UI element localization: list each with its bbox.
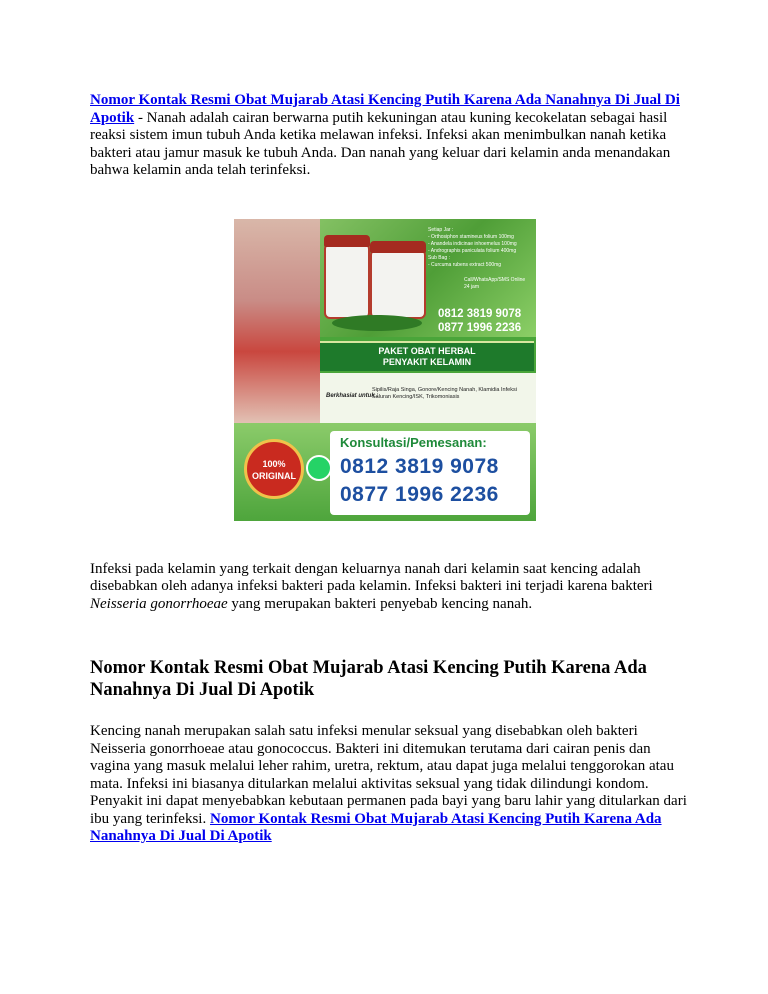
product-ad-graphic (234, 219, 536, 521)
ad-benefits: Berkhasiat untuk : Sipilis/Raja Singa, Gonore/Kencing Nanah, Klamidia Infeksi Saluran Kencing/ISK, Trikomoniasis (320, 373, 536, 423)
herbal-jar-icon (370, 249, 426, 319)
ad-phone-small: 0812 3819 9078 0877 1996 2236 (438, 307, 522, 334)
section-heading: Nomor Kontak Resmi Obat Mujarab Atasi Kencing Putih Karena Ada Nanahnya Di Jual Di Apotik (90, 658, 647, 700)
document-body (90, 92, 690, 846)
product-image (234, 219, 536, 521)
intro-text: - Nanah adalah cairan berwarna putih kekuningan atau kuning kecokelatan sebagai hasil reaksi sistem imun tubuh Anda ketika melawan infeksi. Infeksi akan menimbulkan nanah ketika bakteri atau jamur masuk ke tubuh Anda. Dan nanah yang keluar dari kelamin anda menandakan bahwa kelamin anda telah terinfeksi. (90, 109, 671, 178)
whatsapp-icon (306, 455, 332, 481)
herbal-jar-icon (324, 243, 370, 319)
ad-photo-strip (234, 219, 320, 423)
species-name: Neisseria gonorrhoeae (90, 595, 228, 612)
ad-composition: Setiap Jar : - Orthosiphon stamineus folium 100mg - Anandela indicinae inhoemelus 100mg - Andrographis paniculata folium 400mg Sub Bag : - Curcuma rubens extract 500mg Call/WhatsApp/SMS Online 24 jam (428, 226, 526, 290)
closing-title-link[interactable]: Nomor Kontak Resmi Obat Mujarab Atasi Kencing Putih Karena Ada Nanahnya Di Jual Di Apotik (90, 810, 662, 844)
ad-contact-box: Konsultasi/Pemesanan: 0812 3819 9078 0877 1996 2236 (330, 431, 530, 515)
leaf-icon (332, 315, 422, 331)
body-paragraph: Infeksi pada kelamin yang terkait dengan keluarnya nanah dari kelamin saat kencing adalah disebabkan oleh adanya infeksi bakteri pada kelamin. Infeksi bakteri ini terjadi karena bakteri Neisseria gonorrhoeae yang merupakan bakteri penyebab kencing nanah. (90, 560, 653, 612)
original-seal-icon: 100% ORIGINAL (244, 439, 304, 499)
ad-banner: PAKET OBAT HERBAL PENYAKIT KELAMIN (320, 341, 534, 371)
body-paragraph: Kencing nanah merupakan salah satu infeksi menular seksual yang disebabkan oleh bakteri Neisseria gonorrhoeae atau gonococcus. Bakteri ini ditemukan terutama dari cairan penis dan vagina yang masuk melalui leher rahim, uretra, rektum, atau dapat juga melalui tenggorokan atau mata. Infeksi ini biasanya ditularkan melalui aktivitas seksual yang tidak dilindungi kondom. Penyakit ini dapat menyebabkan kebutaan permanen pada bayi yang baru lahir yang ditularkan dari ibu yang terinfeksi. Nomor Kontak Resmi Obat Mujarab Atasi Kencing Putih Karena Ada Nanahnya Di Jual Di Apotik (90, 723, 687, 844)
intro-title-link[interactable]: Nomor Kontak Resmi Obat Mujarab Atasi Kencing Putih Karena Ada Nanahnya Di Jual Di Apotik (90, 92, 680, 126)
intro-paragraph (90, 92, 690, 180)
